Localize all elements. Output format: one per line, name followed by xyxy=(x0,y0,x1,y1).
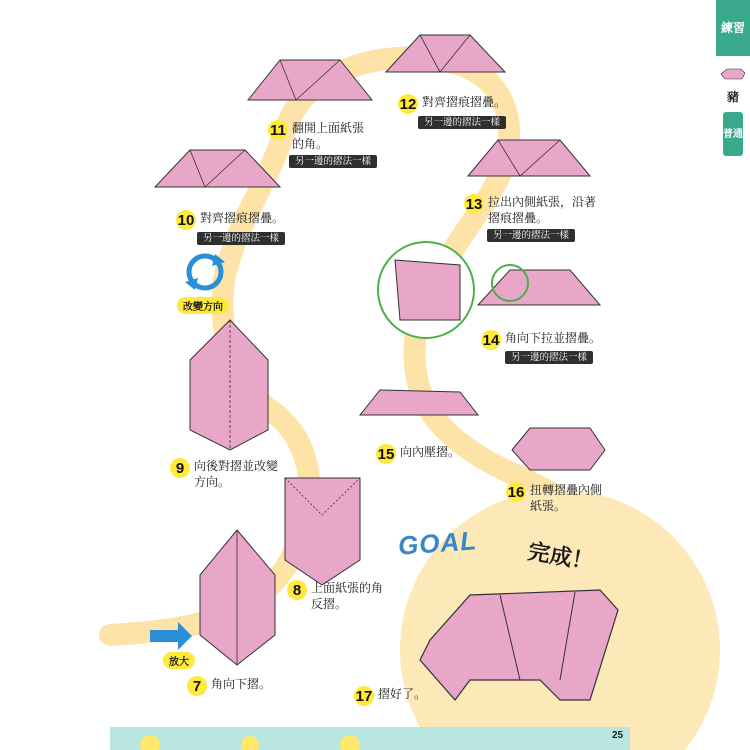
step-text: 向內壓摺。 xyxy=(400,445,461,459)
note-step-14: 另一邊的摺法一樣 xyxy=(505,351,593,364)
note-step-11: 另一邊的摺法一樣 xyxy=(289,155,377,168)
step-text: 摺好了。 xyxy=(378,687,427,701)
diagram-step-16 xyxy=(512,428,605,470)
step-7 xyxy=(187,676,271,696)
step-11 xyxy=(268,120,364,152)
step-number: 11 xyxy=(268,120,288,140)
note-step-13: 另一邊的摺法一樣 xyxy=(487,229,575,242)
bottom-strip xyxy=(110,727,630,750)
step-number: 17 xyxy=(355,687,373,705)
step-number: 16 xyxy=(507,483,525,501)
sidebar xyxy=(716,0,750,168)
step-text: 上面紙張的角 反摺。 xyxy=(311,581,384,611)
sidebar-title: 豬 xyxy=(726,90,739,104)
diagram-step-13 xyxy=(468,140,590,176)
level-badge: 普通 xyxy=(723,112,743,156)
diagram-step-15 xyxy=(360,390,478,415)
diagram-step-9 xyxy=(190,320,268,450)
step-text: 翻開上面紙張 的角。 xyxy=(292,121,365,151)
note-step-12: 另一邊的摺法一樣 xyxy=(418,116,506,129)
step-16 xyxy=(506,482,602,514)
step-number: 15 xyxy=(377,445,395,463)
step-13 xyxy=(464,194,596,226)
step-number: 12 xyxy=(399,95,417,113)
step-text: 扭轉摺疊內側 紙張。 xyxy=(530,483,603,513)
goal-label: GOAL xyxy=(397,525,479,561)
step-number: 13 xyxy=(465,195,483,213)
step-number: 9 xyxy=(170,458,190,478)
step-text: 對齊摺痕摺疊。 xyxy=(422,95,507,109)
step-10 xyxy=(176,210,284,230)
note-step-10: 另一邊的摺法一樣 xyxy=(197,232,285,245)
step-9 xyxy=(170,458,278,490)
step-number: 7 xyxy=(187,676,207,696)
completed-label: 完成！ xyxy=(525,539,596,576)
step-text: 角向下拉並摺疊。 xyxy=(505,331,602,345)
diagram-step-7 xyxy=(200,530,275,665)
diagram-step-14 xyxy=(378,242,600,338)
enlarge-tag: 放大 xyxy=(163,652,195,669)
change-direction-tag: 改變方向 xyxy=(177,297,229,314)
step-15 xyxy=(376,444,460,464)
diagram-step-10 xyxy=(155,150,280,187)
pig-icon xyxy=(719,66,747,82)
step-17 xyxy=(354,686,426,706)
page-number: 25 xyxy=(612,730,624,741)
sidebar-section: 練習 xyxy=(716,0,750,56)
diagram-step-12 xyxy=(386,35,505,72)
step-number: 10 xyxy=(177,211,195,229)
step-14 xyxy=(481,330,601,350)
step-12 xyxy=(398,94,506,114)
step-text: 角向下摺。 xyxy=(211,677,272,691)
step-text: 對齊摺痕摺疊。 xyxy=(200,211,285,225)
step-text: 向後對摺並改變 方向。 xyxy=(194,459,279,489)
step-8 xyxy=(287,580,383,612)
step-text: 拉出內側紙張，沿著 摺痕摺疊。 xyxy=(488,195,597,225)
step-number: 14 xyxy=(482,331,500,349)
step-number: 8 xyxy=(287,580,307,600)
